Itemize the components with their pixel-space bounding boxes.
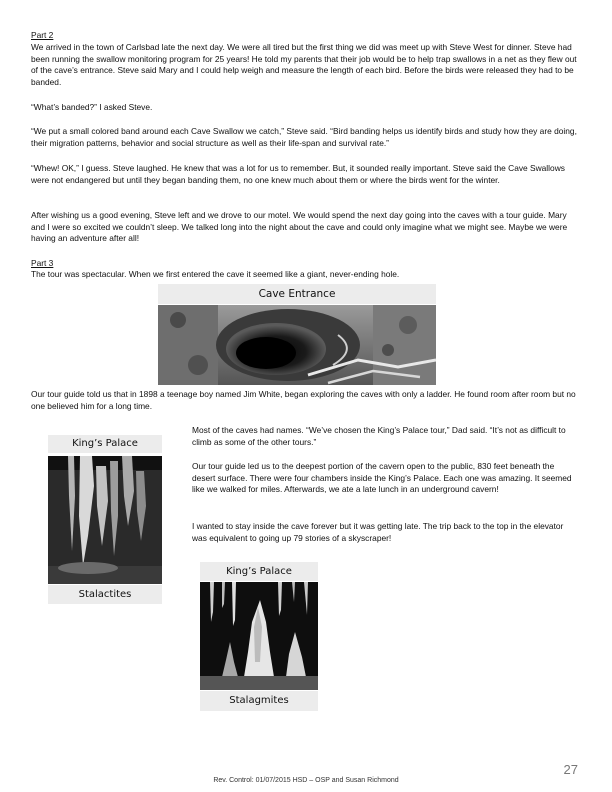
stalactites-photo <box>48 456 162 584</box>
kings-palace-left-title: King’s Palace <box>48 435 162 453</box>
stalagmites-photo <box>200 582 318 690</box>
part2-paragraph-2: “What’s banded?” I asked Steve. <box>31 102 153 112</box>
part2-paragraph-4: “Whew! OK,” I guess. Steve laughed. He knew that was a lot for us to remember. But, it sounded really important. Steve said the Cave Swallows were not endangered but until they began banding them, no one knew much about them or where the birds went for the winter. <box>31 163 565 185</box>
page-number: 27 <box>563 762 578 777</box>
part2-paragraph-5: After wishing us a good evening, Steve left and we drove to our motel. We would spend the next day going into the caves with a tour guide. Mary and I were so excited we couldn’t sleep. We talked long into the night about the cave and could only imagine what we might see. Maybe we were having an adventure after all! <box>31 210 568 244</box>
cave-entrance-title: Cave Entrance <box>158 284 436 304</box>
part2-heading: Part 2 <box>31 30 54 40</box>
part2-paragraph-3: “We put a small colored band around each Cave Swallow we catch,” Steve said. “Bird banding helps us identify birds and study how they are doing, their migration patterns, behavior and social structure as well as their life-span and survival rate.” <box>31 126 577 148</box>
part3-paragraph-3: Most of the caves had names. “We’ve chosen the King’s Palace tour,” Dad said. “It’s not as difficult to climb as some of the other tours.” <box>192 425 566 447</box>
cave-entrance-photo <box>158 305 436 385</box>
kings-palace-right-title: King’s Palace <box>200 562 318 581</box>
part2-paragraph-1: We arrived in the town of Carlsbad late the next day. We were all tired but the first thing we did was meet up with Steve West for dinner. Steve had been running the swallow monitoring program for 25 years! He told my parents that their job would be to help trap swallows in a net as they flew out of the cave’s entrance. Steve said Mary and I could help weigh and measure the length of each bird. Before the birds were released they had to be banded. <box>31 42 577 87</box>
part3-paragraph-5: I wanted to stay inside the cave forever but it was getting late. The trip back to the top in the elevator was equivalent to going up 79 stories of a skyscraper! <box>192 521 564 543</box>
kings-palace-right-caption: Stalagmites <box>200 691 318 711</box>
part3-paragraph-1: The tour was spectacular. When we first entered the cave it seemed like a giant, never-ending hole. <box>31 269 400 279</box>
part3-paragraph-2: Our tour guide told us that in 1898 a teenage boy named Jim White, began exploring the caves with only a ladder. He found room after room but no one believed him for a long time. <box>31 389 576 411</box>
part3-heading: Part 3 <box>31 258 54 268</box>
footer-revision: Rev. Control: 01/07/2015 HSD – OSP and Susan Richmond <box>213 777 399 784</box>
part3-paragraph-4: Our tour guide led us to the deepest portion of the cavern open to the public, 830 feet beneath the desert surface. There were four chambers inside the King’s Palace. Each one was amazing. It seemed like we walked for miles. Afterwards, we ate a late lunch in an underground cavern! <box>192 461 572 495</box>
kings-palace-left-caption: Stalactites <box>48 585 162 604</box>
